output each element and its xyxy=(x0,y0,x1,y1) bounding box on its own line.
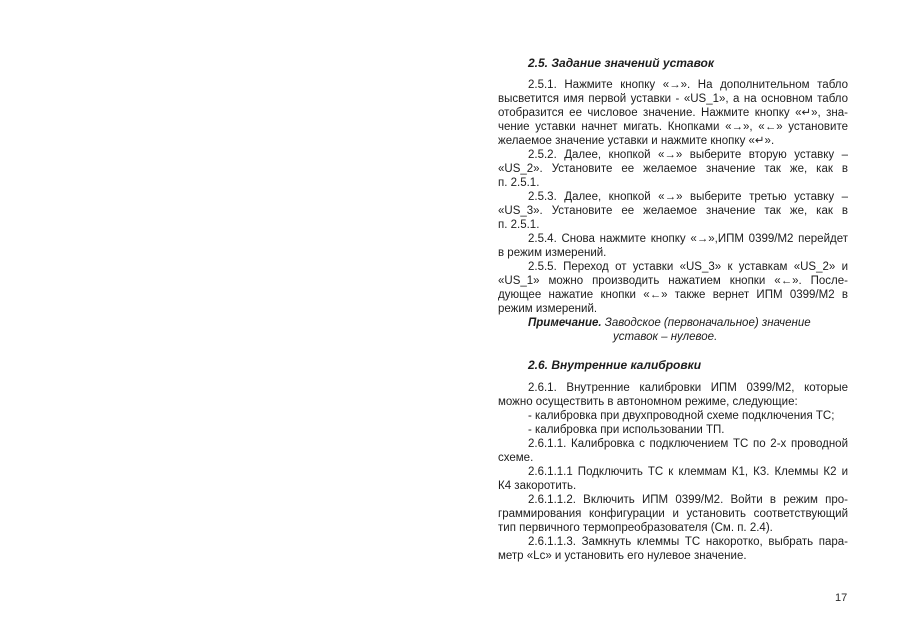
text-column xyxy=(498,56,848,563)
text-line: «US_3». Установите ее желаемое значение так же, как в xyxy=(498,205,848,217)
text-line: 2.6.1.1. Калибровка с подключением ТС по 2-х проводной xyxy=(528,438,848,450)
text-line: «US_2». Установите ее желаемое значение так же, как в xyxy=(498,163,848,175)
text-line: 2.6.1. Внутренние калибровки ИПМ 0399/М2, которые xyxy=(528,382,848,394)
text-line: 2.5.3. Далее, кнопкой «→» выберите третью уставку – xyxy=(528,191,848,203)
list-item: - калибровка при двухпроводной схеме подключения ТС; xyxy=(528,410,835,422)
paragraph-2-5-5 xyxy=(498,260,848,316)
page-number: 17 xyxy=(835,592,848,604)
paragraph-2-6-1 xyxy=(498,381,848,409)
note-2-5 xyxy=(498,316,848,344)
section-2-6-heading: 2.6. Внутренние калибровки xyxy=(528,358,702,372)
text-line: отобразится ее числовое значение. Нажмите кнопку «↵», зна- xyxy=(498,107,848,119)
text-line: высветится имя первой уставки - «US_1», а на основном табло xyxy=(498,93,848,105)
text-line: 2.5.4. Снова нажмите кнопку «→»,ИПМ 0399/М2 перейдет xyxy=(528,233,848,245)
paragraph-2-6-1-1-2 xyxy=(498,493,848,535)
text-line: метр «Lc» и установить его нулевое значение. xyxy=(498,550,747,562)
text-line: «US_1» можно производить нажатием кнопки «←». После- xyxy=(498,275,848,287)
text-line: 2.6.1.1.2. Включить ИПМ 0399/М2. Войти в режим про- xyxy=(528,494,848,506)
paragraph-2-5-1 xyxy=(498,78,848,148)
text-line: желаемое значение уставки и нажмите кнопку «↵». xyxy=(498,135,775,147)
text-line: 2.5.5. Переход от уставки «US_3» к уставкам «US_2» и xyxy=(528,261,848,273)
text-line: К4 закоротить. xyxy=(498,480,577,492)
text-line xyxy=(528,316,848,330)
text-line: схеме. xyxy=(498,452,534,464)
paragraph-2-5-4 xyxy=(498,232,848,260)
text-line: граммирования конфигурации и установить соответствующий xyxy=(498,508,848,520)
text-line: 2.6.1.1.1 Подключить ТС к клеммам К1, К3. Клеммы К2 и xyxy=(528,466,848,478)
section-2-5-heading: 2.5. Задание значений уставок xyxy=(528,56,714,70)
paragraph-2-6-1-1-1 xyxy=(498,465,848,493)
text-line: режим измерений. xyxy=(498,303,598,315)
list-2-6-1 xyxy=(498,409,848,437)
text-line: 2.5.2. Далее, кнопкой «→» выберите вторую уставку – xyxy=(528,149,848,161)
text-line: уставок – нулевое. xyxy=(613,331,718,343)
note-text: Заводское (первоначальное) значение xyxy=(601,317,811,329)
list-item: - калибровка при использовании ТП. xyxy=(528,424,725,436)
text-line: в режим измерений. xyxy=(498,247,607,259)
text-line: чение уставки начнет мигать. Кнопками «→», «←» установите xyxy=(498,121,848,133)
text-line: п. 2.5.1. xyxy=(498,219,540,231)
text-line: можно осуществить в автономном режиме, следующие: xyxy=(498,396,798,408)
text-line: дующее нажатие кнопки «←» также вернет ИПМ 0399/М2 в xyxy=(498,289,848,301)
paragraph-2-5-2 xyxy=(498,148,848,190)
text-line: п. 2.5.1. xyxy=(498,177,540,189)
note-label: Примечание. xyxy=(528,317,602,329)
paragraph-2-5-3 xyxy=(498,190,848,232)
text-line: тип первичного термопреобразователя (См. п. 2.4). xyxy=(498,522,773,534)
paragraph-2-6-1-1 xyxy=(498,437,848,465)
text-line: 2.6.1.1.3. Замкнуть клеммы ТС накоротко, выбрать пара- xyxy=(528,536,848,548)
paragraph-2-6-1-1-3 xyxy=(498,535,848,563)
text-line: 2.5.1. Нажмите кнопку «→». На дополнительном табло xyxy=(528,79,848,91)
